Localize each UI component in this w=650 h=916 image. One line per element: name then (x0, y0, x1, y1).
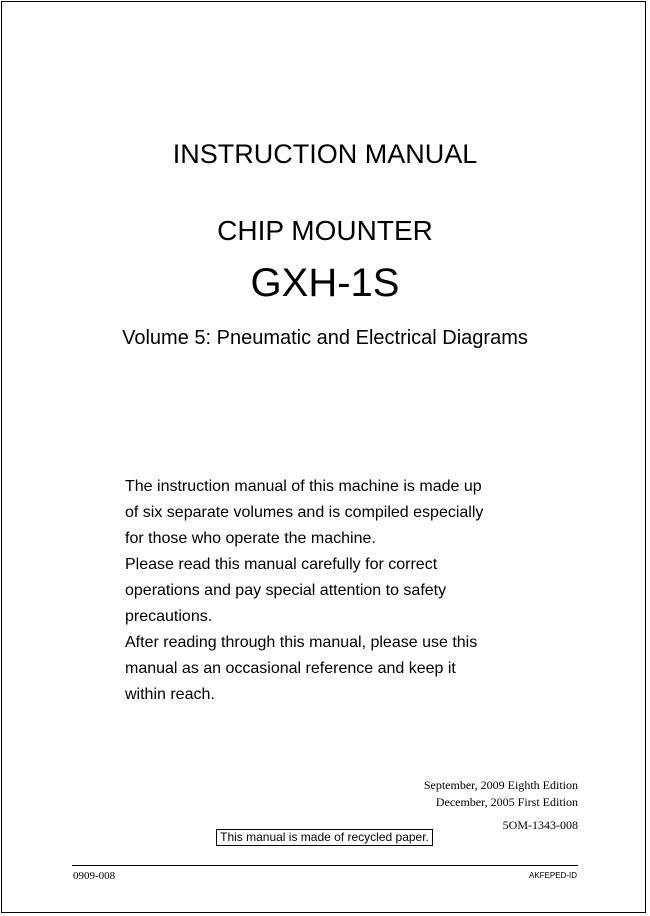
model-name: GXH-1S (250, 261, 400, 305)
edition-first: December, 2005 First Edition (435, 795, 578, 809)
footer-code-left: 0909-008 (73, 870, 116, 882)
intro-line: operations and pay special attention to safety (125, 582, 447, 599)
edition-current: September, 2009 Eighth Edition (423, 778, 578, 792)
footer-code-right: AKFEPED-ID (528, 871, 577, 880)
footer-divider (72, 865, 578, 866)
intro-line: After reading through this manual, please use this (125, 634, 478, 651)
intro-line: within reach. (125, 686, 215, 703)
volume-title: Volume 5: Pneumatic and Electrical Diagrams (122, 327, 528, 349)
product-type: CHIP MOUNTER (217, 215, 433, 246)
document-number: 5OM-1343-008 (502, 818, 578, 832)
intro-line: Please read this manual carefully for correct (125, 556, 438, 573)
intro-line: manual as an occasional reference and keep it (125, 660, 456, 677)
manual-title: INSTRUCTION MANUAL (172, 139, 478, 169)
intro-line: precautions. (125, 608, 213, 625)
intro-line: The instruction manual of this machine is made up (125, 478, 482, 495)
intro-paragraph (125, 474, 545, 708)
intro-line: for those who operate the machine. (125, 530, 376, 547)
intro-line: of six separate volumes and is compiled especially (125, 504, 484, 521)
recycled-paper-notice: This manual is made of recycled paper. (216, 829, 433, 846)
